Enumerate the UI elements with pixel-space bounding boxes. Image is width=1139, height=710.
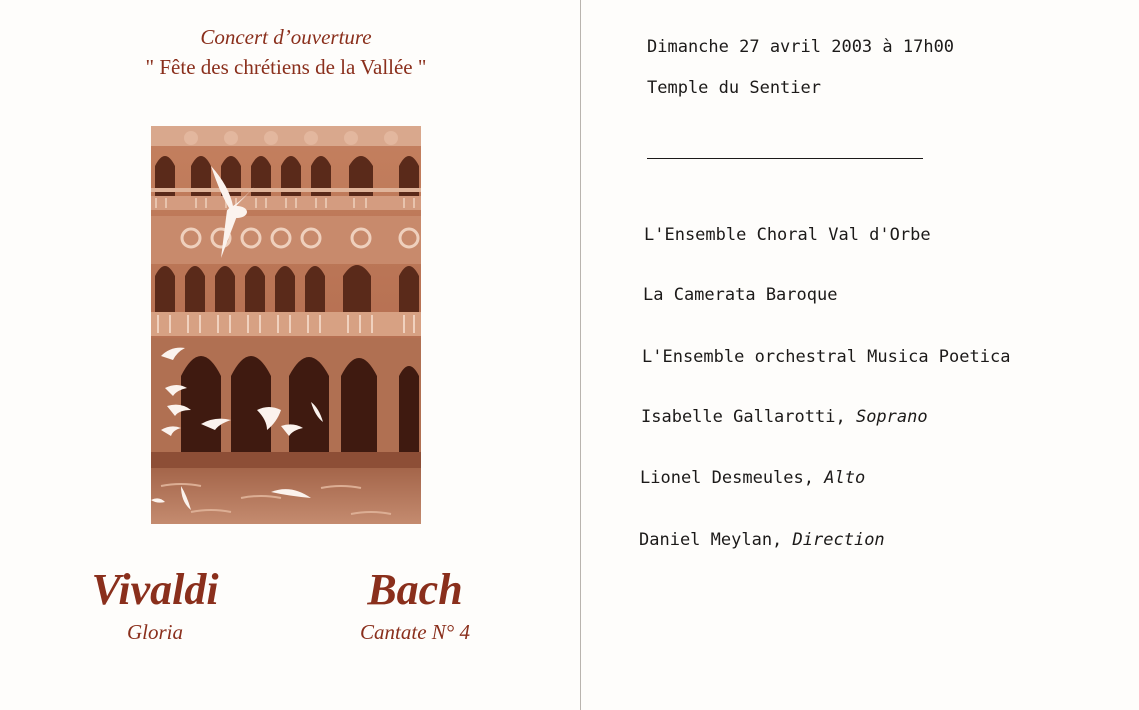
performer-alto: Lionel Desmeules, Alto (640, 468, 866, 488)
concert-date: Dimanche 27 avril 2003 à 17h00 (647, 37, 955, 57)
role-direction: Direction (792, 530, 885, 550)
role-alto: Alto (824, 468, 866, 488)
palazzo-illustration (151, 126, 421, 524)
work-cantate: Cantate N° 4 (360, 620, 470, 644)
role-soprano: Soprano (855, 407, 928, 427)
composer-bach: Bach (367, 565, 463, 614)
concert-subtitle: Concert d’ouverture (200, 25, 372, 49)
work-gloria: Gloria (126, 620, 183, 644)
back-panel (581, 0, 1139, 710)
event-title: " Fête des chrétiens de la Vallée " (145, 55, 427, 79)
performer-orchestra: L'Ensemble orchestral Musica Poetica (642, 347, 1011, 367)
performer-choral: L'Ensemble Choral Val d'Orbe (644, 225, 931, 245)
performer-soprano: Isabelle Gallarotti, Soprano (641, 407, 928, 427)
separator-line (647, 158, 923, 159)
performer-direction: Daniel Meylan, Direction (639, 530, 885, 550)
performer-camerata: La Camerata Baroque (643, 285, 838, 305)
composer-vivaldi: Vivaldi (91, 565, 219, 614)
concert-venue: Temple du Sentier (647, 78, 821, 98)
venice-palazzo-photo (151, 126, 421, 524)
